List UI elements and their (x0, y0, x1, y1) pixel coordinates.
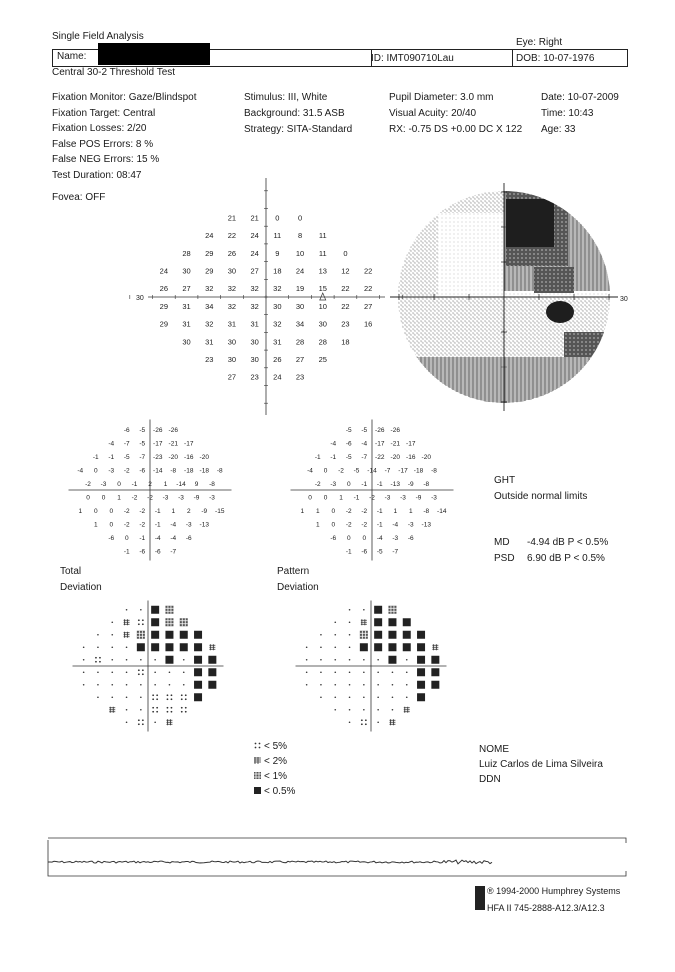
total-deviation-value: -3 (162, 494, 169, 502)
pattern-deviation-value: -22 (375, 453, 385, 461)
pattern-deviation-value: -1 (376, 480, 383, 488)
total-deviation-value: -8 (170, 467, 177, 475)
total-deviation-value: 0 (93, 467, 98, 475)
total-deviation-value: -6 (123, 426, 130, 434)
sensitivity-value: 30 (182, 337, 191, 347)
total-deviation-value: -3 (185, 521, 192, 529)
pattern-deviation-value: 1 (315, 521, 320, 529)
total-deviation-value: 9 (194, 480, 199, 488)
pattern-deviation-value: -17 (398, 467, 408, 475)
total-deviation-value: 0 (86, 494, 90, 502)
sensitivity-value: 19 (295, 284, 305, 294)
total-deviation-value: -6 (139, 548, 146, 556)
pattern-deviation-value: -1 (345, 548, 352, 556)
pattern-deviation-value: -17 (375, 440, 385, 448)
total-deviation-value: -16 (184, 453, 194, 461)
sensitivity-value: 27 (227, 372, 237, 382)
rx: RX: -0.75 DS +0.00 DC X 122 (389, 124, 523, 135)
fixation-monitor: Fixation Monitor: Gaze/Blindspot (52, 92, 197, 103)
sensitivity-value: 0 (275, 213, 280, 223)
pattern-deviation-value: -4 (392, 521, 399, 529)
pattern-deviation-value: -18 (413, 467, 424, 475)
pattern-deviation-value: -6 (330, 534, 337, 542)
sensitivity-value: 23 (205, 354, 214, 364)
visual-acuity: Visual Acuity: 20/40 (389, 108, 477, 119)
total-deviation-label: Total (60, 566, 82, 577)
ght-value: Outside normal limits (494, 491, 588, 502)
total-deviation-value: -6 (108, 534, 115, 542)
sensitivity-value: 32 (205, 284, 214, 294)
pattern-deviation-value: -16 (406, 453, 416, 461)
pattern-deviation-value: -8 (423, 507, 430, 515)
total-deviation-value: -9 (201, 507, 208, 515)
fovea: Fovea: OFF (52, 192, 106, 203)
pattern-deviation-value: -3 (400, 494, 406, 502)
sensitivity-value: 16 (363, 319, 373, 329)
pattern-deviation-value: -5 (361, 426, 368, 434)
sensitivity-value: 9 (275, 248, 280, 258)
sensitivity-value: 30 (250, 354, 259, 364)
sensitivity-value: 30 (273, 301, 282, 311)
total-deviation-value: -7 (139, 453, 146, 461)
sensitivity-value: 34 (205, 301, 214, 311)
total-deviation-value: 0 (124, 534, 129, 542)
legend-item-05: < 0.5% (254, 784, 295, 799)
total-deviation-value: 1 (117, 494, 121, 502)
sensitivity-value: 21 (250, 213, 259, 223)
sensitivity-value: 0 (343, 248, 348, 258)
pattern-deviation-value: -2 (369, 494, 375, 502)
total-deviation-value: -1 (123, 548, 130, 556)
stimulus: Stimulus: III, White (244, 92, 328, 103)
sensitivity-value: 27 (295, 354, 305, 364)
total-deviation-value: -17 (153, 440, 163, 448)
sensitivity-value: 11 (318, 248, 327, 258)
sensitivity-value: 0 (297, 213, 303, 223)
total-deviation-value: -20 (199, 453, 209, 461)
total-deviation-value: -4 (170, 534, 177, 542)
pattern-deviation-value: -13 (390, 480, 400, 488)
sensitivity-value: 26 (273, 354, 282, 364)
sensitivity-value: 31 (182, 319, 191, 329)
total-deviation-value: -14 (176, 480, 186, 488)
gray-axis-label: 30 (620, 296, 628, 303)
sensitivity-value: 13 (318, 266, 327, 276)
psd-value: 6.90 dB P < 0.5% (527, 553, 605, 564)
sensitivity-value: 30 (182, 266, 191, 276)
pattern-deviation-value: -1 (330, 453, 337, 461)
sensitivity-value: 22 (363, 284, 373, 294)
sensitivity-value: 26 (159, 284, 169, 294)
sensitivity-value: 28 (182, 248, 191, 258)
total-deviation-value: 0 (117, 480, 121, 488)
pattern-deviation-value: -1 (376, 507, 383, 515)
pattern-deviation-value: -5 (353, 467, 360, 475)
notes-line-2: Luiz Carlos de Lima Silveira (479, 759, 603, 770)
pattern-deviation-value: -6 (361, 548, 368, 556)
total-deviation-value: -7 (123, 440, 130, 448)
test-time: Time: 10:43 (541, 108, 594, 119)
total-deviation-value: -15 (215, 507, 225, 515)
total-deviation-value: -2 (123, 467, 130, 475)
pattern-deviation-value: -2 (361, 507, 368, 515)
total-deviation-value: -21 (168, 440, 178, 448)
total-deviation-value: -4 (77, 467, 84, 475)
pattern-deviation-value: -5 (376, 548, 383, 556)
total-deviation-value: -2 (131, 494, 138, 502)
total-deviation-value: -9 (193, 494, 200, 502)
pattern-deviation-value: 0 (346, 480, 351, 488)
pattern-deviation-value: -1 (376, 521, 383, 529)
total-deviation-value: 0 (109, 521, 114, 529)
total-deviation-value: -14 (153, 467, 163, 475)
sensitivity-value: 28 (295, 337, 305, 347)
total-deviation-value: -26 (168, 426, 178, 434)
report-title: Single Field Analysis (52, 31, 144, 42)
total-deviation-value: 2 (186, 507, 191, 515)
pattern-deviation-value: -7 (384, 467, 391, 475)
strategy: Strategy: SITA-Standard (244, 124, 353, 135)
age: Age: 33 (541, 124, 576, 135)
total-deviation-value: 1 (78, 507, 83, 515)
sensitivity-value: 24 (205, 231, 214, 241)
sensitivity-value: 28 (318, 337, 327, 347)
total-deviation-value: 1 (171, 507, 176, 515)
sensitivity-value: 32 (273, 319, 282, 329)
total-deviation-value: -2 (147, 494, 153, 502)
pattern-deviation-value: -13 (421, 521, 431, 529)
sensitivity-value: 18 (341, 337, 350, 347)
pattern-deviation-value: -5 (345, 426, 352, 434)
total-deviation-value: -18 (184, 467, 194, 475)
total-deviation-value: -5 (123, 453, 130, 461)
pattern-deviation-value: -2 (345, 521, 352, 529)
test-duration: Test Duration: 08:47 (52, 169, 142, 181)
sensitivity-value: 30 (227, 266, 237, 276)
pattern-deviation-value: -26 (375, 426, 385, 434)
pattern-deviation-value: -4 (361, 440, 368, 448)
sensitivity-value: 30 (227, 337, 237, 347)
sensitivity-value: 23 (341, 319, 350, 329)
total-deviation-value: -5 (139, 440, 146, 448)
background: Background: 31.5 ASB (244, 108, 345, 119)
sensitivity-value: 32 (250, 284, 259, 294)
name-label: Name: (57, 51, 87, 62)
sensitivity-value: 32 (227, 301, 237, 311)
sensitivity-value: 15 (318, 284, 327, 294)
pupil-diameter: Pupil Diameter: 3.0 mm (389, 92, 494, 103)
pattern-deviation-value: -2 (338, 467, 344, 475)
sensitivity-value: 21 (227, 213, 237, 223)
total-deviation-value: -8 (209, 480, 215, 488)
notes-line-3: DDN (479, 774, 501, 785)
total-deviation-value: -6 (139, 467, 146, 475)
total-deviation-value: -3 (178, 494, 184, 502)
pattern-deviation-value: 1 (315, 507, 320, 515)
pattern-deviation-value: 0 (323, 467, 328, 475)
sensitivity-value: 10 (295, 248, 305, 258)
total-deviation-value: -2 (123, 521, 130, 529)
patient-id: ID: IMT090710Lau (371, 53, 454, 64)
pattern-deviation-value: -2 (361, 521, 368, 529)
humphrey-logo-icon (475, 886, 485, 910)
sensitivity-value: 29 (205, 248, 214, 258)
sensitivity-value: 24 (273, 372, 282, 382)
pattern-deviation-value: -14 (437, 507, 447, 515)
sensitivity-value: 22 (341, 301, 350, 311)
sensitivity-value: 24 (250, 248, 259, 258)
legend-item-5: < 5% (254, 739, 295, 754)
sensitivity-value: 22 (227, 231, 237, 241)
dob: DOB: 10-07-1976 (516, 53, 595, 64)
pattern-deviation-value: -3 (330, 480, 337, 488)
total-deviation-value: -1 (154, 507, 161, 515)
notes-line-1: NOME (479, 744, 509, 755)
eye: Eye: Right (516, 37, 563, 48)
sensitivity-value: 24 (159, 266, 169, 276)
sensitivity-value: 11 (318, 231, 327, 241)
pattern-deviation-value: -8 (423, 480, 430, 488)
total-deviation-value: -13 (199, 521, 209, 529)
pattern-deviation-value: -20 (421, 453, 431, 461)
sensitivity-value: 22 (363, 266, 373, 276)
sensitivity-value: 18 (273, 266, 282, 276)
pattern-deviation-value: -26 (390, 426, 400, 434)
pattern-deviation-value: -3 (431, 494, 437, 502)
copyright: ® 1994-2000 Humphrey Systems (487, 886, 621, 896)
pattern-deviation-value: -3 (384, 494, 391, 502)
pattern-deviation-value: -7 (392, 548, 399, 556)
pattern-deviation-value: 1 (408, 507, 413, 515)
pattern-deviation-value: -9 (407, 480, 414, 488)
sensitivity-value: 23 (250, 372, 259, 382)
total-deviation-value: -6 (185, 534, 192, 542)
sensitivity-value: 8 (297, 231, 303, 241)
pattern-deviation-value: 0 (331, 521, 336, 529)
total-deviation-value: 1 (163, 480, 168, 488)
sensitivity-value: 34 (295, 319, 305, 329)
sensitivity-value: 29 (159, 319, 169, 329)
total-deviation-value: -1 (131, 480, 138, 488)
total-deviation-value: -1 (108, 453, 115, 461)
pattern-deviation-value: -3 (392, 534, 399, 542)
total-deviation-value: -2 (139, 521, 146, 529)
pattern-deviation-value: -14 (367, 467, 377, 475)
total-deviation-value: -3 (209, 494, 215, 502)
total-deviation-value: -23 (153, 453, 163, 461)
ght-label: GHT (494, 475, 516, 486)
total-deviation-value: -17 (184, 440, 194, 448)
legend-item-1: < 1% (254, 769, 295, 784)
sensitivity-value: 29 (205, 266, 214, 276)
md-value: -4.94 dB P < 0.5% (527, 537, 609, 548)
sensitivity-value: 26 (227, 248, 237, 258)
total-deviation-value: 0 (93, 507, 98, 515)
sensitivity-value: 32 (250, 301, 259, 311)
pattern-deviation-value: 0 (308, 494, 312, 502)
total-deviation-value: -6 (154, 548, 161, 556)
total-deviation-value: -1 (139, 534, 146, 542)
pattern-deviation-value: 0 (362, 534, 367, 542)
pattern-deviation-value: -2 (345, 507, 352, 515)
sensitivity-value: 31 (182, 301, 191, 311)
total-deviation-value: -18 (199, 467, 209, 475)
sensitivity-value: 23 (295, 372, 305, 382)
sensitivity-value: 30 (295, 301, 305, 311)
pattern-deviation-value: -17 (406, 440, 416, 448)
total-deviation-value: -4 (170, 521, 177, 529)
pattern-deviation-value: -6 (407, 534, 414, 542)
total-deviation-value: -5 (139, 426, 146, 434)
sensitivity-value: 12 (341, 266, 350, 276)
total-deviation-value: 2 (148, 480, 152, 488)
sensitivity-value: 32 (227, 284, 237, 294)
pattern-deviation-value: 1 (300, 507, 305, 515)
sensitivity-value: 29 (159, 301, 169, 311)
false-neg: False NEG Errors: 15 % (52, 154, 160, 165)
sensitivity-value: 24 (295, 266, 305, 276)
total-deviation-value: -26 (153, 426, 163, 434)
total-deviation-value: -1 (154, 521, 161, 529)
pattern-deviation-value: 0 (346, 534, 351, 542)
total-deviation-value: -2 (123, 507, 130, 515)
pattern-deviation-value: -1 (314, 453, 321, 461)
sensitivity-value: 25 (318, 354, 327, 364)
pattern-deviation-value: -9 (415, 494, 422, 502)
pattern-deviation-value: -21 (390, 440, 400, 448)
fixation-target: Fixation Target: Central (52, 107, 156, 119)
total-deviation-label-2: Deviation (60, 582, 102, 593)
model: HFA II 745-2888-A12.3/A12.3 (487, 903, 605, 913)
total-deviation-value: 1 (93, 521, 98, 529)
sensitivity-value: 27 (182, 284, 191, 294)
pattern-deviation-value: -1 (361, 480, 368, 488)
sensitivity-value: 31 (205, 337, 214, 347)
pattern-deviation-value: -5 (345, 453, 352, 461)
total-deviation-value: -4 (108, 440, 115, 448)
sensitivity-value: 32 (205, 319, 214, 329)
sensitivity-value: 30 (318, 319, 327, 329)
sensitivity-value: 31 (250, 319, 259, 329)
pattern-deviation-value: -7 (361, 453, 368, 461)
psd-label: PSD (494, 553, 515, 564)
test-name: Central 30-2 Threshold Test (52, 67, 176, 78)
false-pos: False POS Errors: 8 % (52, 138, 154, 150)
fixation-losses: Fixation Losses: 2/20 (52, 123, 147, 134)
pattern-deviation-value: -8 (431, 467, 437, 475)
sensitivity-value: 22 (341, 284, 350, 294)
sensitivity-value: 31 (273, 337, 282, 347)
sensitivity-value: 30 (227, 354, 237, 364)
total-deviation-value: -3 (108, 467, 115, 475)
total-deviation-value: -7 (170, 548, 177, 556)
sensitivity-value: 27 (363, 301, 373, 311)
sensitivity-value: 31 (227, 319, 237, 329)
pattern-deviation-value: -6 (345, 440, 352, 448)
pattern-deviation-label: Pattern (277, 566, 310, 577)
legend-item-2: < 2% (254, 754, 295, 769)
total-deviation-value: -3 (100, 480, 107, 488)
sensitivity-value: 30 (250, 337, 259, 347)
total-deviation-value: -2 (85, 480, 91, 488)
sensitivity-value: 32 (273, 284, 282, 294)
test-date: Date: 10-07-2009 (541, 92, 619, 103)
pattern-deviation-value: -4 (376, 534, 383, 542)
pattern-deviation-value: 1 (339, 494, 343, 502)
pattern-deviation-value: -2 (314, 480, 321, 488)
pattern-deviation-label-2: Deviation (277, 582, 319, 593)
sens-axis-label: 30 (136, 295, 144, 302)
sensitivity-value: 27 (250, 266, 259, 276)
total-deviation-value: -20 (168, 453, 178, 461)
pattern-deviation-value: 0 (323, 494, 328, 502)
md-label: MD (494, 537, 510, 548)
sensitivity-value: 24 (250, 231, 259, 241)
total-deviation-value: 0 (101, 494, 106, 502)
sensitivity-value: 10 (318, 301, 327, 311)
pattern-deviation-value: -4 (307, 467, 313, 475)
total-deviation-value: -2 (139, 507, 146, 515)
pattern-deviation-value: -1 (353, 494, 360, 502)
sensitivity-value: 11 (273, 231, 282, 241)
pattern-deviation-value: -3 (407, 521, 414, 529)
pattern-deviation-value: 1 (393, 507, 398, 515)
total-deviation-value: -8 (216, 467, 223, 475)
total-deviation-value: 0 (109, 507, 114, 515)
total-deviation-value: -1 (92, 453, 99, 461)
pattern-deviation-value: -4 (330, 440, 337, 448)
pattern-deviation-value: 0 (331, 507, 336, 515)
total-deviation-value: -4 (154, 534, 161, 542)
pattern-deviation-value: -20 (390, 453, 400, 461)
